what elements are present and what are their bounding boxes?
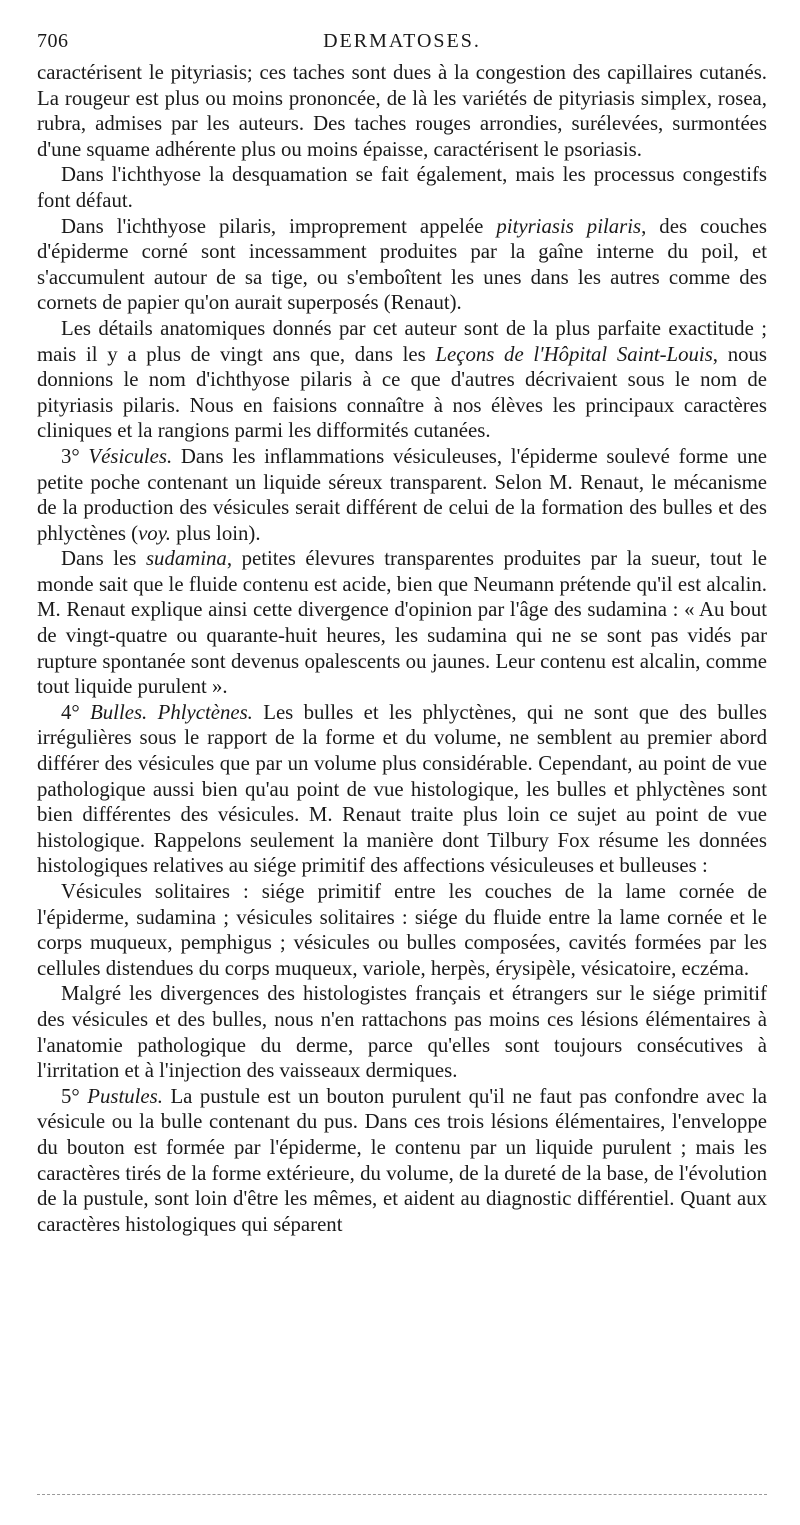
italic-text: pityriasis pilaris (496, 214, 642, 238)
paragraph (37, 444, 767, 546)
text-run: 5° (61, 1084, 88, 1108)
running-title: DERMATOSES. (323, 30, 481, 52)
text-run: Vésicules solitaires : siége primitif entre les couches de la lame cornée de l'épiderme, sudamina ; vésicules solitaires : siége du fluide entre la lame cornée et le corps muqueux, pemphigus ; vésicules ou bulles composées, cavités formées par les cellules distendues du corps muqueux, variole, herpès, érysipèle, vésicatoire, eczéma. (37, 880, 767, 980)
text-run: , des couches d'épiderme corné sont incessamment produites par la gaîne interne du poil, et s'accumulent autour de sa tige, ou s'emboîtent les unes dans les autres comme des cornets de papier qu'on aurait superposés (Renaut). (37, 214, 767, 315)
text-run: La pustule est un bouton purulent qu'il ne faut pas confondre avec la vésicule ou la bulle contenant du pus. Dans ces trois lésions élémentaires, l'enveloppe du bouton est formée par l'épiderme, le contenu par un liquide purulent ; mais les caractères tirés de la forme extérieure, du volume, de la dureté de la base, de l'évolution de la pustule, sont loin d'être les mêmes, et aident au diagnostic différentiel. Quant aux caractères histologiques qui séparent (37, 1084, 767, 1236)
page-number: 706 (37, 30, 69, 52)
book-page (37, 30, 767, 1237)
text-run: Dans les inflammations vésiculeuses, l'épiderme soulevé forme une petite poche contenant un liquide séreux transparent. Selon M. Renaut, le mécanisme de la production des vésicules serait différent de celui de la formation des bulles et des phlyctènes ( (37, 444, 767, 545)
italic-text: sudamina (145, 547, 227, 571)
paragraph (37, 60, 767, 162)
paragraph (37, 879, 767, 981)
paragraph (37, 316, 767, 444)
text-run: Dans les (61, 547, 146, 571)
text-run: , petites élevures transparentes produites par la sueur, tout le monde sait que le fluide contenu est acide, bien que Neumann prétende qu'il est alcalin. M. Renaut explique ainsi cette divergence d'opinion par l'âge des sudamina : « Au bout de vingt-quatre ou quarante-huit heures, les sudamina qui ne se sont pas vidés par rupture spontanée sont devenus opalescents ou jaunes. Leur contenu est alcalin, comme tout liquide purulent ». (37, 547, 768, 699)
text-run: Dans l'ichthyose la desquamation se fait également, mais les processus congestifs font défaut. (37, 163, 767, 212)
text-run: 3° (61, 444, 89, 468)
italic-text: Pustules. (87, 1084, 163, 1108)
paragraph (37, 162, 767, 213)
paragraph (37, 700, 767, 879)
italic-text: Bulles. Phlyctènes. (90, 700, 253, 724)
paragraph (37, 546, 767, 700)
paragraph (37, 981, 767, 1083)
paragraph (37, 1084, 767, 1238)
text-run: Malgré les divergences des histologistes français et étrangers sur le siége primitif des vésicules et des bulles, nous n'en rattachons pas moins ces lésions élémentaires à l'anatomie pathologique du derme, parce qu'elles sont toujours consécutives à l'irritation et à l'injection des vaisseaux dermiques. (37, 982, 767, 1083)
text-run: 4° (61, 700, 91, 724)
text-run: Les bulles et les phlyctènes, qui ne sont que des bulles irrégulières sous le rapport de la forme et du volume, ne semblent au premier abord différer des vésicules que par un volume plus considérable. Cependant, au point de vue pathologique aussi bien qu'au point de vue histologique, les bulles et phlyctènes sont bien différentes des vésicules. M. Renaut traite plus loin ce sujet au point de vue histologique. Rappelons seulement la manière dont Tilbury Fox résume les données histologiques relatives au siége primitif des affections vésiculeuses et bulleuses : (37, 700, 767, 878)
text-run: plus loin). (170, 521, 261, 545)
paragraph (37, 214, 767, 316)
body-text (37, 60, 767, 1237)
running-head (37, 30, 767, 60)
text-run: , nous donnions le nom d'ichthyose pilaris à ce que d'autres décrivaient sous le nom de pityriasis pilaris. Nous en faisions connaître à nos élèves les principaux caractères cliniques et la rangions parmi les difformités cutanées. (37, 342, 767, 443)
italic-text: Leçons de l'Hôpital Saint-Louis (435, 342, 713, 366)
footer-dotted-rule (37, 1494, 767, 1495)
text-run: Dans l'ichthyose pilaris, improprement appelée (61, 214, 497, 238)
text-run: Les détails anatomiques donnés par cet auteur sont de la plus parfaite exactitude ; mais il y a plus de vingt ans que, dans les (37, 316, 767, 366)
italic-text: voy. (138, 521, 171, 545)
text-run: caractérisent le pityriasis; ces taches sont dues à la congestion des capillaires cutanés. La rougeur est plus ou moins prononcée, de là les variétés de pityriasis simplex, rosea, rubra, admises par les auteurs. Des taches rouges arrondies, surélevées, surmontées d'une squame adhérente plus ou moins épaisse, caractérisent le psoriasis. (37, 61, 767, 161)
italic-text: Vésicules. (88, 444, 173, 468)
